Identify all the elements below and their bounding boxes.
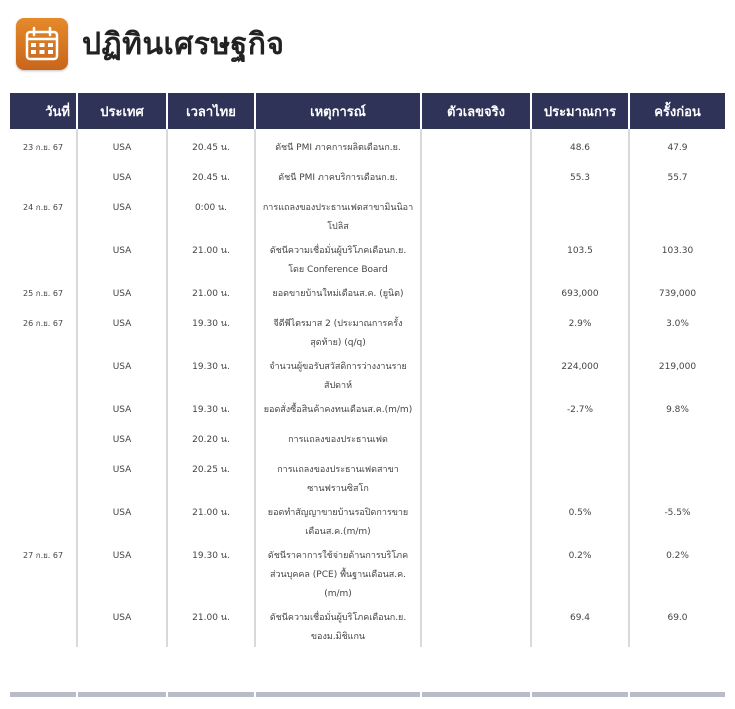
table-row [10,604,725,647]
cell-date: 27 ก.ย. 67 [10,542,78,604]
cell-previous [630,426,725,456]
cell-event: จำนวนผู้ขอรับสวัสดิการว่างงานรายสัปดาห์ [256,353,422,396]
cell-event: ดัชนี PMI ภาคการผลิตเดือนก.ย. [256,134,422,164]
cell-country: USA [78,194,168,237]
cell-date: 25 ก.ย. 67 [10,280,78,310]
cell-event: การแถลงของประธานเฟดสาขามินนิอาโปลิส [256,194,422,237]
cell-date [10,499,78,542]
cell-previous: 219,000 [658,362,697,372]
cell-actual [422,194,532,237]
calendar-icon [16,18,68,70]
cell-country: USA [78,134,168,164]
cell-actual [422,280,532,310]
cell-date [10,164,78,194]
cell-time: 21.00 น. [168,604,256,647]
cell-actual [422,604,532,647]
cell-date: 24 ก.ย. 67 [10,194,78,237]
cell-forecast: -2.7% [532,396,630,426]
cell-previous: 103.30 [661,246,694,256]
cell-country: USA [78,542,168,604]
cell-time: 20.20 น. [168,426,256,456]
table-row [10,237,725,280]
cell-previous: 9.8% [666,405,689,415]
cell-previous: 69.0 [667,613,688,623]
table-row [10,280,725,310]
table-row [10,134,725,164]
cell-forecast [532,194,630,237]
table-row [10,456,725,499]
cell-previous: -5.5% [664,508,691,518]
cell-forecast: 0.2% [532,542,630,604]
page-title: ปฏิทินเศรษฐกิจ [82,26,285,62]
cell-event: ดัชนีความเชื่อมั่นผู้บริโภคเดือนก.ย. โดย Conference Board [256,237,422,280]
cell-actual [422,542,532,604]
cell-actual [422,499,532,542]
cell-time: 19.30 น. [168,396,256,426]
cell-actual [422,396,532,426]
cell-actual [422,426,532,456]
cell-time: 19.30 น. [168,353,256,396]
table-row [10,164,725,194]
cell-actual [422,353,532,396]
table-footer-bar [10,692,725,697]
cell-previous: 3.0% [666,319,689,329]
page-header [16,16,284,72]
cell-date [10,353,78,396]
column-header-country: ประเทศ [78,93,168,129]
cell-forecast: 69.4 [532,604,630,647]
cell-time: 21.00 น. [168,280,256,310]
cell-date [10,604,78,647]
cell-date [10,396,78,426]
table-row [10,194,725,237]
cell-country: USA [78,426,168,456]
cell-previous: 55.7 [667,173,688,183]
cell-forecast: 48.6 [532,134,630,164]
cell-time: 20.45 น. [168,164,256,194]
cell-event: การแถลงของประธานเฟด [256,426,422,456]
table-row [10,542,725,604]
cell-country: USA [78,237,168,280]
cell-forecast [532,426,630,456]
cell-forecast: 0.5% [532,499,630,542]
cell-actual [422,456,532,499]
cell-event: การแถลงของประธานเฟดสาขาซานฟรานซิสโก [256,456,422,499]
cell-event: ดัชนีราคาการใช้จ่ายด้านการบริโภคส่วนบุคคล (PCE) พื้นฐานเดือนส.ค.(m/m) [256,542,422,604]
economic-calendar-table [10,93,725,647]
cell-actual [422,310,532,353]
cell-date: 26 ก.ย. 67 [10,310,78,353]
table-row [10,396,725,426]
cell-time: 19.30 น. [168,310,256,353]
cell-event: ยอดทำสัญญาขายบ้านรอปิดการขายเดือนส.ค.(m/m) [256,499,422,542]
cell-time: 21.00 น. [168,499,256,542]
cell-event: ยอดสั่งซื้อสินค้าคงทนเดือนส.ค.(m/m) [256,396,422,426]
cell-country: USA [78,499,168,542]
cell-date [10,426,78,456]
table-row [10,499,725,542]
cell-time: 0:00 น. [168,194,256,237]
cell-date [10,456,78,499]
cell-forecast: 55.3 [532,164,630,194]
cell-actual [422,164,532,194]
cell-actual [422,237,532,280]
cell-forecast [532,456,630,499]
cell-previous: 0.2% [666,551,689,561]
cell-previous: 47.9 [667,143,688,153]
column-header-time: เวลาไทย [168,93,256,129]
table-row [10,353,725,396]
column-header-forecast: ประมาณการ [532,93,630,129]
cell-time: 19.30 น. [168,542,256,604]
cell-country: USA [78,164,168,194]
cell-time: 20.25 น. [168,456,256,499]
table-header-row [10,93,725,129]
cell-actual [422,134,532,164]
cell-country: USA [78,456,168,499]
cell-country: USA [78,353,168,396]
cell-country: USA [78,280,168,310]
cell-forecast: 103.5 [532,237,630,280]
column-header-previous: ครั้งก่อน [630,93,725,129]
cell-event: ดัชนีความเชื่อมั่นผู้บริโภคเดือนก.ย. ของม.มิชิแกน [256,604,422,647]
cell-country: USA [78,310,168,353]
column-header-date: วันที่ [10,93,78,129]
cell-forecast: 224,000 [532,353,630,396]
cell-previous [630,194,725,237]
cell-event: ดัชนี PMI ภาคบริการเดือนก.ย. [256,164,422,194]
cell-time: 21.00 น. [168,237,256,280]
cell-time: 20.45 น. [168,134,256,164]
cell-country: USA [78,604,168,647]
cell-date: 23 ก.ย. 67 [10,134,78,164]
cell-country: USA [78,396,168,426]
cell-previous [630,456,725,499]
table-row [10,426,725,456]
cell-forecast: 2.9% [532,310,630,353]
cell-event: ยอดขายบ้านใหม่เดือนส.ค. (ยูนิต) [256,280,422,310]
cell-forecast: 693,000 [532,280,630,310]
cell-previous: 739,000 [658,289,697,299]
column-header-actual: ตัวเลขจริง [422,93,532,129]
cell-event: จีดีพีไตรมาส 2 (ประมาณการครั้งสุดท้าย) (q/q) [256,310,422,353]
cell-date [10,237,78,280]
column-header-event: เหตุการณ์ [256,93,422,129]
table-row [10,310,725,353]
